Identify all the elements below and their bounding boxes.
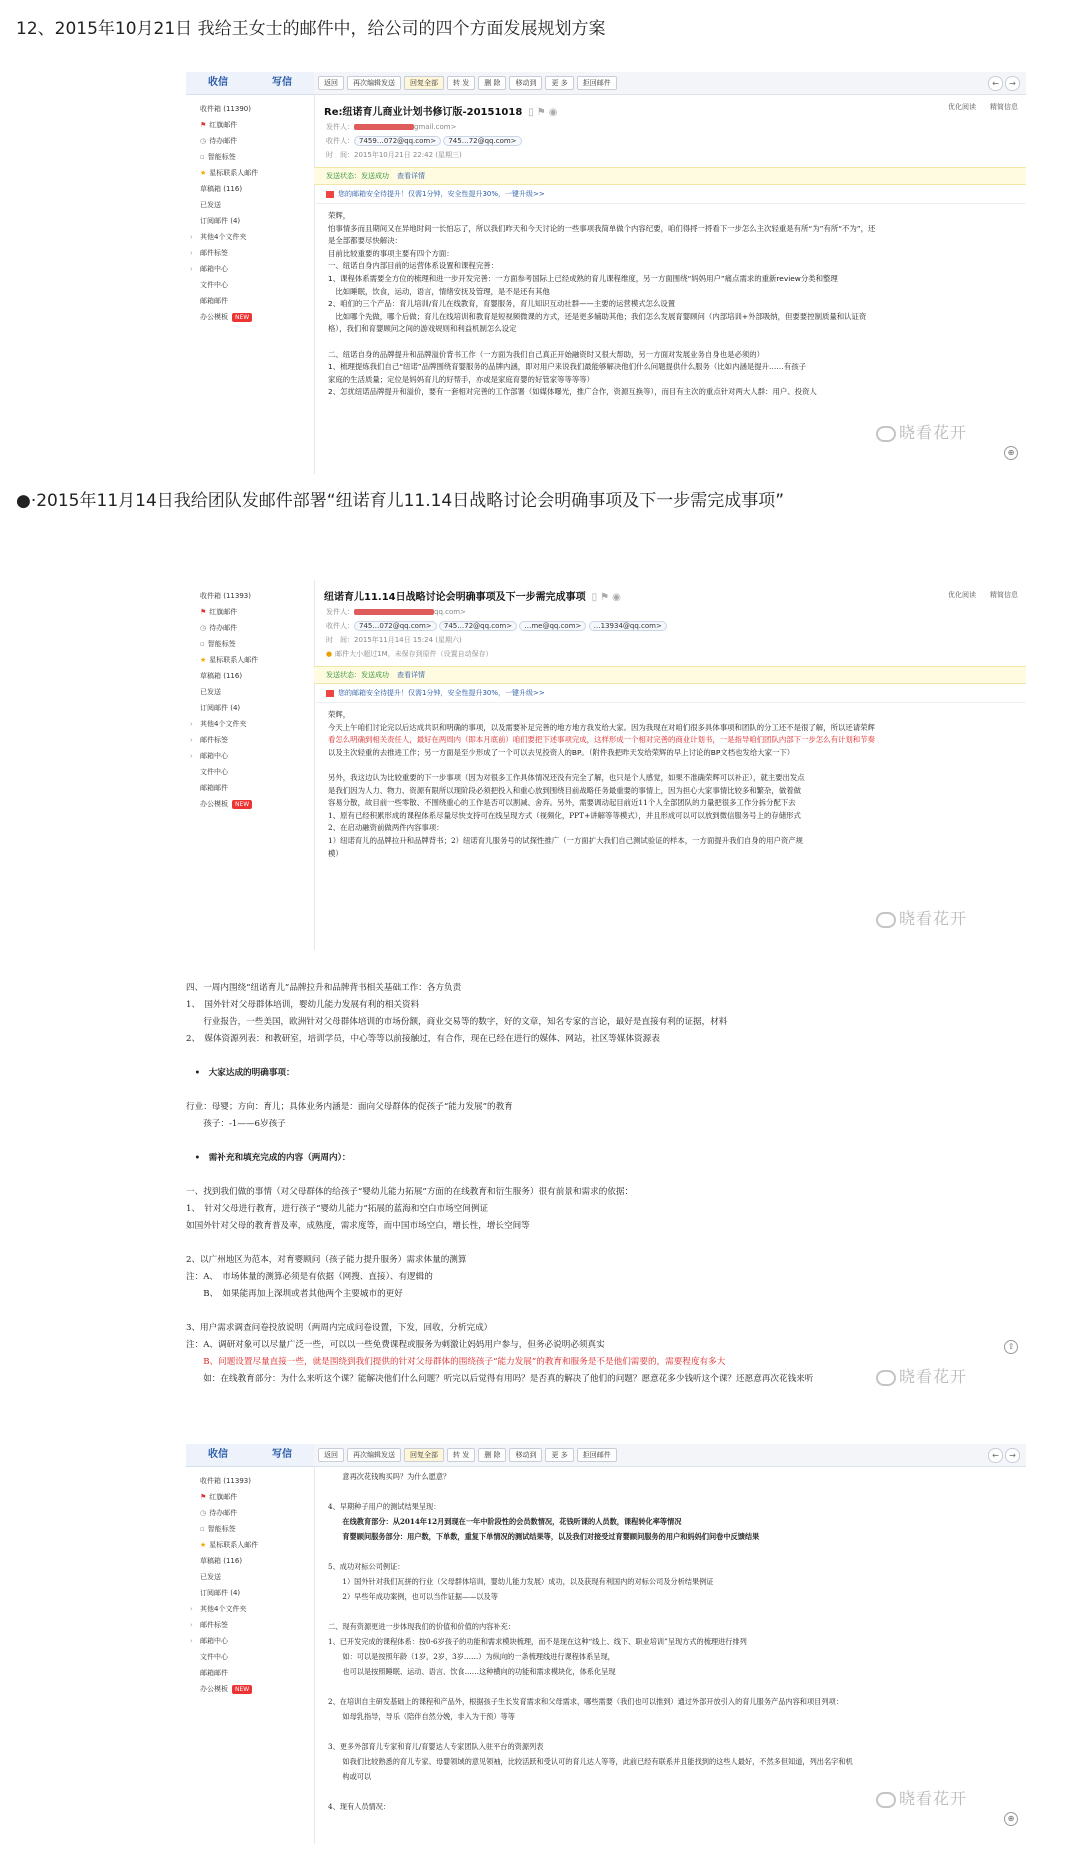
flag-icon: ⚑ xyxy=(200,608,207,616)
sidebar-item-office-templates[interactable]: 办公模板 NEW xyxy=(186,796,314,812)
new-badge: NEW xyxy=(232,800,252,809)
recipient-chip[interactable]: 7459…072@qq.com> xyxy=(354,136,441,146)
reject-button[interactable]: 拒回邮件 xyxy=(577,1448,617,1462)
sidebar-item-smart-tags[interactable]: ▫ 智能标签 xyxy=(200,640,236,648)
email-body: 意再次花钱购买吗？为什么愿意？ 4、早期种子用户的测试结果呈现： 在线教育部分：从2014年12月到现在一年中阶段性的会员数情况，花钱听课的人员数，课程转化率等情况 育婴顾问服务部分：用户数，下单数，重复下单情况的测试结果等，以及我们对接受过育婴顾问服务的用户和妈妈们问卷中反馈结果 5、成功对标公司例证： 1）国外针对我们瓦拼的行业（父母群体培训，婴幼儿能力发展）成功，以及获现有利国内的对标公司及分析结果例证 2）早些年成功案例，也可以当作证据——以及等 二、现有资源更进一步体现我们的价值和价值的内容补充： 1、已开发完成的课程体系：按0-6岁孩子的功能和需求模块梳理，而不是现在这种“线上、线下、职业培训”呈现方式的梳理进行排列 如：可以是按照年龄（1岁，2岁，3岁……）为纵向的一条梳理线进行课程体系呈现， 也可以是按照睡眠、运动、语言、饮食……这种横向的功能和需求模块化，体系化呈现 2、在培训自主研发基础上的课程和产品外，根据孩子生长发育需求和父母需求，哪些需要（我们也可以推到）通过外部开放引入的育儿服务产品内容和项目列项： 如母乳指导，导乐（陪伴自然分娩，非入为干预）等等 3、更多外部育儿专家和育儿/育婴达人专家团队入驻平台的资源列表 如我们比较熟悉的育儿专家、母婴领域的意见领袖，比较活跃和受认可的育儿达人等等，此前已经有联系并且能找到的这些人最好，不然多但知道，列出名字和机 构或可以 4、现有人员情况： xyxy=(328,1472,853,1811)
sidebar-item-file-center[interactable]: 文件中心 xyxy=(200,1653,228,1661)
section-heading-1: 12、2015年10月21日 我给王女士的邮件中，给公司的四个方面发展规划方案 xyxy=(16,19,606,39)
prev-arrow-icon[interactable]: ← xyxy=(988,76,1003,91)
chat-bubble-icon xyxy=(876,912,896,928)
sidebar-item-sent[interactable]: 已发送 xyxy=(200,201,221,209)
sidebar-item-sent[interactable]: 已发送 xyxy=(200,1573,221,1581)
watermark: 晓看花开 xyxy=(876,1368,967,1386)
sidebar-item-todo[interactable]: ◷ 待办邮件 xyxy=(200,1509,238,1517)
email-screenshot-1 xyxy=(186,72,1026,474)
view-details-link[interactable]: 查看详情 xyxy=(397,172,425,180)
sidebar-item-office-templates[interactable]: 办公模板 NEW xyxy=(186,309,314,325)
view-details-link[interactable]: 查看详情 xyxy=(397,671,425,679)
email-subject: 纽诺育儿11.14日战略讨论会明确事项及下一步需完成事项 ▯⚑◉ xyxy=(324,592,624,603)
email-from: 发件人： qq.com> xyxy=(326,608,466,616)
sidebar-item-file-center[interactable]: 文件中心 xyxy=(200,768,228,776)
new-badge: NEW xyxy=(232,1685,252,1694)
warning-icon xyxy=(326,690,334,697)
sidebar-item-inbox[interactable]: 收件箱 (11393) xyxy=(200,1477,251,1485)
sidebar-item-mailbox-mail[interactable]: 邮箱邮件 xyxy=(200,297,228,305)
sidebar-item-mail-tags[interactable]: › 邮件标签 xyxy=(186,1617,314,1633)
star-icon: ★ xyxy=(200,656,207,664)
tag-icon: ▫ xyxy=(200,153,205,161)
sidebar-item-smart-tags[interactable]: ▫ 智能标签 xyxy=(200,153,236,161)
security-notice[interactable]: 您的邮箱安全待提升！仅需1分钟，安全性提升30%，一键升级>> xyxy=(314,185,1026,204)
mail-toolbar xyxy=(314,72,1026,95)
mail-sidebar xyxy=(186,580,315,950)
send-status-bar: 发送状态：发送成功 查看详情 xyxy=(314,666,1026,684)
zoom-icon[interactable]: ⊕ xyxy=(1004,446,1018,460)
chat-bubble-icon xyxy=(876,1792,896,1808)
next-arrow-icon[interactable]: → xyxy=(1005,76,1020,91)
more-button[interactable]: 更 多 xyxy=(545,1448,573,1462)
back-button[interactable]: 返回 xyxy=(318,76,344,90)
sidebar-item-mail-tags[interactable]: › 邮件标签 xyxy=(186,732,314,748)
attachment-icon: ● xyxy=(326,650,333,658)
flag-icons[interactable]: ▯⚑◉ xyxy=(591,592,624,603)
sidebar-item-todo[interactable]: ◷ 待办邮件 xyxy=(200,137,238,145)
chat-bubble-icon xyxy=(876,1370,896,1386)
sidebar-item-mailbox-mail[interactable]: 邮箱邮件 xyxy=(200,1669,228,1677)
sidebar-item-office-templates[interactable]: 办公模板 NEW xyxy=(186,1681,314,1697)
clock-icon: ◷ xyxy=(200,137,207,145)
prev-arrow-icon[interactable]: ← xyxy=(988,1448,1003,1463)
email-screenshot-3 xyxy=(186,1444,1026,1844)
sidebar-item-file-center[interactable]: 文件中心 xyxy=(200,281,228,289)
inbox-button[interactable]: 收信 xyxy=(208,77,228,88)
email-to: 收件人： 745…072@qq.com> 745…72@qq.com> …me@qq.com> …13934@qq.com> xyxy=(314,619,1026,633)
section-heading-2: ●·2015年11月14日我给团队发邮件部署“纽诺育儿11.14日战略讨论会明确事项及下一步需完成事项” xyxy=(16,491,785,511)
email-screenshot-2 xyxy=(186,580,1026,950)
mail-sidebar xyxy=(186,72,315,474)
sidebar-item-starred[interactable]: ★ 星标联系人邮件 xyxy=(200,656,259,664)
sidebar-item-smart-tags[interactable]: ▫ 智能标签 xyxy=(200,1525,236,1533)
sidebar-item-flagged[interactable]: ⚑ 红旗邮件 xyxy=(200,608,238,616)
sidebar-item-mail-center[interactable]: › 邮箱中心 xyxy=(186,261,314,277)
clock-icon: ◷ xyxy=(200,1509,207,1517)
sidebar-item-other-folders[interactable]: › 其他4个文件夹 xyxy=(186,716,314,732)
recipient-chip[interactable]: 745…072@qq.com> xyxy=(354,621,437,631)
sidebar-item-starred[interactable]: ★ 星标联系人邮件 xyxy=(200,169,259,177)
sidebar-item-inbox[interactable]: 收件箱 (11390) xyxy=(200,105,251,113)
sidebar-item-starred[interactable]: ★ 星标联系人邮件 xyxy=(200,1541,259,1549)
move-button[interactable]: 移动到 xyxy=(509,76,542,90)
attachment-notice: ● 邮件大小超过1M，未保存到原件（设置自动保存） xyxy=(326,650,493,658)
sidebar-item-inbox[interactable]: 收件箱 (11393) xyxy=(200,592,251,600)
flag-icons[interactable]: ▯⚑◉ xyxy=(528,107,561,118)
sidebar-item-drafts[interactable]: 草稿箱 (116) xyxy=(200,185,243,193)
mail-toolbar xyxy=(314,1444,1026,1467)
delete-button[interactable]: 删 除 xyxy=(478,76,506,90)
send-status-bar: 发送状态：发送成功 查看详情 xyxy=(314,167,1026,185)
sidebar-item-subscriptions[interactable]: 订阅邮件 (4) xyxy=(200,704,241,712)
redacted-mark xyxy=(354,609,434,615)
warning-icon xyxy=(326,191,334,198)
sidebar-item-sent[interactable]: 已发送 xyxy=(200,688,221,696)
sidebar-item-other-folders[interactable]: › 其他4个文件夹 xyxy=(186,1601,314,1617)
tag-icon: ▫ xyxy=(200,1525,205,1533)
sidebar-item-other-folders[interactable]: › 其他4个文件夹 xyxy=(186,229,314,245)
sidebar-item-mail-center[interactable]: › 邮箱中心 xyxy=(186,1633,314,1649)
flag-icon: ⚑ xyxy=(200,121,207,129)
email-body: 荣辉， 怕事情多而且期间又在异地时间一长怕忘了，所以我们昨天和今天讨论的一些事项我简单做个内容纪要，咱们得捋一捋看下一步怎么主次轻重是有所“为”有所“不为”，还 是全部都要尽快解决： 目前比较重要的事项主要有四个方面： 一、纽诺自身内部目前的运营体系设置和课程完善： 1、课程体系需要全方位的梳理和进一步开发完善：一方面参考国际上已经成熟的育儿课程维度，另一方面围绕“妈妈用户”痛点需求的重新review分类和整理 比如睡眠，饮食，运动，语言，情绪安抚及管理，是不是还有其他 2、咱们的三个产品：育儿培训/育儿在线教育，育婴服务，育儿知识互动社群——主要的运营模式怎么设置 比如哪个先做，哪个后做；育儿在线培训和教育是短视频微课的方式，还是更多辅助其他；我们怎么发展育婴顾问（内部培训+外部吸纳，但要要控制质量和认证资 格），我们和育婴顾问之间的游戏规则和利益机制怎么设定 二、纽诺自身的品牌提升和品牌溢价背书工作（一方面为我们自己真正开始融资时又很大帮助，另一方面对发展业务自身也是必须的） 1、梳理提炼我们自己“纽诺”品牌围绕育婴服务的品牌内涵，即对用户来说我们最能够解决他们什么问题提供什么服务（比如内涵是提升……有孩子 家庭的生活质量；定位是妈妈育儿的好帮手，亦或是家庭育婴的好管家等等等等） 2、怎扰纽诺品牌提升和溢价，要有一套相对完善的工作部署（如媒体曝光，推广合作，资源互换等），而目有主次的重点针对两大人群：用户、投资人 xyxy=(328,211,876,397)
mail-sidebar xyxy=(186,1444,315,1844)
recipient-chip[interactable]: 745…72@qq.com> xyxy=(439,621,517,631)
reading-options[interactable]: 优化阅读 精简信息 xyxy=(948,103,1018,111)
back-button[interactable]: 返回 xyxy=(318,1448,344,1462)
resend-button[interactable]: 再次编辑发送 xyxy=(347,76,401,90)
sidebar-item-todo[interactable]: ◷ 待办邮件 xyxy=(200,624,238,632)
sidebar-item-flagged[interactable]: ⚑ 红旗邮件 xyxy=(200,121,238,129)
sidebar-item-flagged[interactable]: ⚑ 红旗邮件 xyxy=(200,1493,238,1501)
recipient-chip[interactable]: 745…72@qq.com> xyxy=(443,136,521,146)
more-button[interactable]: 更 多 xyxy=(545,76,573,90)
star-icon: ★ xyxy=(200,1541,207,1549)
reading-options[interactable]: 优化阅读 精简信息 xyxy=(948,591,1018,599)
clock-icon: ◷ xyxy=(200,624,207,632)
sidebar-item-mail-center[interactable]: › 邮箱中心 xyxy=(186,748,314,764)
watermark: 晓看花开 xyxy=(876,906,967,929)
sidebar-item-drafts[interactable]: 草稿箱 (116) xyxy=(200,672,243,680)
forward-button[interactable]: 转 发 xyxy=(447,76,475,90)
watermark: 晓看花开 xyxy=(876,1786,967,1809)
email-from: 发件人： gmail.com> xyxy=(326,123,457,131)
flag-icon: ⚑ xyxy=(200,1493,207,1501)
email-time: 时 间：2015年10月21日 22:42 (星期三) xyxy=(326,151,462,159)
reject-button[interactable]: 拒回邮件 xyxy=(577,76,617,90)
recipient-chip[interactable]: …me@qq.com> xyxy=(519,621,586,631)
zoom-icon[interactable]: ⊕ xyxy=(1004,1812,1018,1826)
inbox-button[interactable]: 收信 xyxy=(208,1449,228,1460)
next-arrow-icon[interactable]: → xyxy=(1005,1448,1020,1463)
sidebar-item-mailbox-mail[interactable]: 邮箱邮件 xyxy=(200,784,228,792)
new-badge: NEW xyxy=(232,313,252,322)
forward-button[interactable]: 转 发 xyxy=(447,1448,475,1462)
email-subject: Re:纽诺育儿商业计划书修订版-20151018 ▯⚑◉ xyxy=(324,107,561,118)
email-time: 时 间：2015年11月14日 15:24 (星期六) xyxy=(326,636,462,644)
document-continuation: 四、一周内围绕“纽诺育儿”品牌拉升和品牌背书相关基础工作：各方负责 1、 国外针对父母群体培训，婴幼儿能力发展有利的相关资料 行业报告，一些美国，欧洲针对父母群体培训的市场份额，商业交易等的数字，好的文章，知名专家的言论，最好是直接有利的证据，材料 2、 媒体资源列表：和教研室，培训学员，中心等等以前接触过，有合作，现在已经在进行的媒体、网站，社区等媒体资源表 • 大家达成的明确事项： 行业：母婴；方向：育儿；具体业务内涵是：面向父母群体的促孩子“能力发展”的教育 孩子：-1——6岁孩子 • 需补充和填充完成的内容（两周内）： 一、找到我们做的事情（对父母群体的给孩子“婴幼儿能力拓展”方面的在线教育和衍生服务）很有前景和需求的依据： 1、 针对父母进行教育，进行孩子“婴幼儿能力”拓展的蓝海和空白市场空间例证 如国外针对父母的教育普及率，成熟度，需求度等，而中国市场空白，增长性，增长空间等 2、以广州地区为范本，对育婴顾问（孩子能力提升服务）需求体量的测算 注：A、 市场体量的测算必须是有依据（网搜、直接）、有逻辑的 B、 如果能再加上深圳或者其他两个主要城市的更好 3、用户需求调查问卷投放说明（两周内完成问卷设置，下发，回收，分析完成） 注：A、调研对象可以尽量广泛一些，可以以一些免费课程或服务为刺激让妈妈用户参与，但务必说明必须真实 B、问题设置尽量直接一些，就是围绕到我们提供的针对父母群体的围绕孩子“能力发展”的教育和服务是不是他们需要的，需要程度有多大 如：在线教育部分：为什么来听这个课？能解决他们什么问题？听完以后觉得有用吗？是否真的解决了他们的问题？愿意花多少钱听这个课？还愿意再次花钱来听 晓看花开 ⇧ xyxy=(186,980,1026,1432)
move-button[interactable]: 移动到 xyxy=(509,1448,542,1462)
reply-all-button[interactable]: 回复全部 xyxy=(404,1448,444,1462)
resend-button[interactable]: 再次编辑发送 xyxy=(347,1448,401,1462)
scroll-up-icon[interactable]: ⇧ xyxy=(1004,1340,1018,1354)
watermark: 晓看花开 xyxy=(876,420,967,443)
redacted-mark xyxy=(354,124,414,130)
star-icon: ★ xyxy=(200,169,207,177)
recipient-chip[interactable]: …13934@qq.com> xyxy=(589,621,667,631)
tag-icon: ▫ xyxy=(200,640,205,648)
email-to: 收件人： 7459…072@qq.com> 745…72@qq.com> xyxy=(314,134,1026,148)
reply-all-button[interactable]: 回复全部 xyxy=(404,76,444,90)
compose-button[interactable]: 写信 xyxy=(272,1449,292,1460)
sidebar-item-drafts[interactable]: 草稿箱 (116) xyxy=(200,1557,243,1565)
sidebar-item-subscriptions[interactable]: 订阅邮件 (4) xyxy=(200,217,241,225)
security-notice[interactable]: 您的邮箱安全待提升！仅需1分钟，安全性提升30%，一键升级>> xyxy=(314,684,1026,703)
sidebar-item-subscriptions[interactable]: 订阅邮件 (4) xyxy=(200,1589,241,1597)
sidebar-item-mail-tags[interactable]: › 邮件标签 xyxy=(186,245,314,261)
chat-bubble-icon xyxy=(876,426,896,442)
email-body: 荣辉， 今天上午咱们讨论完以后达成共识和明确的事项，以及需要补足完善的地方地方我发给大家。因为我现在对咱们很多具体事项和团队的分工还不是很了解，所以还请荣辉 看怎么明确到相关责任人，最好在两周内（即本月底前）咱们要把下述事项完成，这样形成一个相对完善的商业计划书，一是指导咱们团队内部下一步怎么有计划和节奏 以及主次轻重的去推进工作；另一方面是至少形成了一个可以去见投资人的BP。（附件我把昨天发给荣辉的早上讨论的BP文档也发给大家一下） 另外，我这边认为比较重要的下一步事项（因为对很多工作具体情况还没有完全了解，也只是个人感觉，如果不准确荣辉可以补正），就主要出发点 是我们因为人力、物力、资源有限所以现阶段必须把投入和重心放到围绕目前战略任务最重要的事情上，因为担心大家事情比较多和繁杂，做着做 容易分散，故目前一些零散、不围绕重心的工作是否可以割减、舍弃。另外，需要调动起目前近11个人全部团队的力量把很多工作分拆分配下去 1、原有已经积累形成的课程体系尽量尽快支持可在线呈现方式（视频化，PPT+讲解等等模式），并且形成可以可以放到微信服务号上的存储形式 2、在启动融资前做两件内容事项： 1）纽诺育儿的品牌拉升和品牌背书；2）纽诺育儿服务号的试探性推广（一方面扩大我们自己测试验证的样本，一方面提升我们自身的用户资产规 模） xyxy=(328,710,875,858)
delete-button[interactable]: 删 除 xyxy=(478,1448,506,1462)
compose-button[interactable]: 写信 xyxy=(272,77,292,88)
